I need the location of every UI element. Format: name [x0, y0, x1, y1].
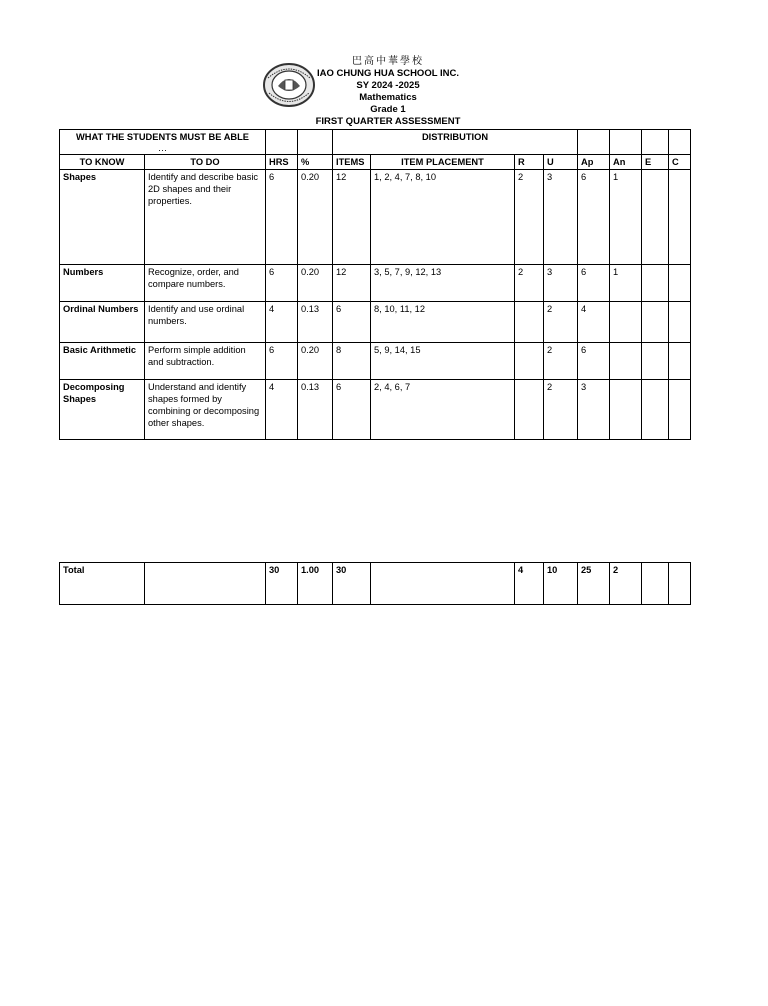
col-header-c: C — [669, 155, 691, 170]
cell-r — [515, 343, 544, 380]
cell-u: 3 — [544, 265, 578, 302]
total-label: Total — [60, 563, 145, 605]
cell-r — [515, 380, 544, 440]
cell-percent: 0.13 — [298, 380, 333, 440]
cell-items: 8 — [333, 343, 371, 380]
cell-items: 12 — [333, 170, 371, 265]
cell-percent: 0.20 — [298, 265, 333, 302]
cell-hrs: 6 — [266, 343, 298, 380]
total-an: 2 — [610, 563, 642, 605]
cell-to-do: Identify and use ordinal numbers. — [145, 302, 266, 343]
cell-c — [669, 343, 691, 380]
total-item-placement — [371, 563, 515, 605]
total-r: 4 — [515, 563, 544, 605]
cell-percent: 0.20 — [298, 170, 333, 265]
empty-cell — [642, 130, 669, 155]
cell-to-do: Perform simple addition and subtraction. — [145, 343, 266, 380]
cell-c — [669, 302, 691, 343]
group-header-distribution: DISTRIBUTION — [333, 130, 578, 155]
col-header-to-do: TO DO — [145, 155, 266, 170]
group-header-ellipsis: … — [157, 143, 168, 153]
col-header-e: E — [642, 155, 669, 170]
cell-to-know: Decomposing Shapes — [60, 380, 145, 440]
cell-e — [642, 170, 669, 265]
school-year: SY 2024 -2025 — [356, 80, 420, 91]
column-header-row — [60, 155, 691, 170]
school-chinese-name: 巴高中華學校 — [352, 56, 424, 67]
cell-item-placement: 1, 2, 4, 7, 8, 10 — [371, 170, 515, 265]
col-header-item-placement: ITEM PLACEMENT — [371, 155, 515, 170]
cell-hrs: 6 — [266, 170, 298, 265]
col-header-hrs: HRS — [266, 155, 298, 170]
school-name: IAO CHUNG HUA SCHOOL INC. — [317, 68, 459, 79]
cell-r — [515, 302, 544, 343]
cell-to-do: Understand and identify shapes formed by combining or decomposing other shapes. — [145, 380, 266, 440]
document-header — [200, 56, 576, 128]
cell-items: 12 — [333, 265, 371, 302]
total-e — [642, 563, 669, 605]
table-of-specification — [59, 129, 691, 440]
subject: Mathematics — [359, 92, 417, 103]
cell-items: 6 — [333, 380, 371, 440]
cell-an — [610, 302, 642, 343]
group-header-outcomes — [60, 130, 266, 155]
cell-ap: 6 — [578, 170, 610, 265]
cell-e — [642, 302, 669, 343]
cell-c — [669, 380, 691, 440]
table-row — [60, 265, 691, 302]
group-header-outcomes-label: WHAT THE STUDENTS MUST BE ABLE — [75, 132, 250, 142]
col-header-r: R — [515, 155, 544, 170]
empty-cell — [266, 130, 298, 155]
cell-percent: 0.13 — [298, 302, 333, 343]
table-row — [60, 343, 691, 380]
table-row — [60, 302, 691, 343]
col-header-percent: % — [298, 155, 333, 170]
cell-u: 2 — [544, 302, 578, 343]
cell-to-do: Identify and describe basic 2D shapes and their properties. — [145, 170, 266, 265]
empty-cell — [669, 130, 691, 155]
col-header-to-know: TO KNOW — [60, 155, 145, 170]
cell-an: 1 — [610, 265, 642, 302]
cell-ap: 4 — [578, 302, 610, 343]
total-u: 10 — [544, 563, 578, 605]
cell-to-know: Ordinal Numbers — [60, 302, 145, 343]
cell-item-placement: 8, 10, 11, 12 — [371, 302, 515, 343]
total-percent: 1.00 — [298, 563, 333, 605]
cell-u: 2 — [544, 343, 578, 380]
cell-to-know: Shapes — [60, 170, 145, 265]
col-header-items: ITEMS — [333, 155, 371, 170]
total-c — [669, 563, 691, 605]
col-header-ap: Ap — [578, 155, 610, 170]
cell-item-placement: 3, 5, 7, 9, 12, 13 — [371, 265, 515, 302]
total-ap: 25 — [578, 563, 610, 605]
cell-e — [642, 380, 669, 440]
empty-cell — [610, 130, 642, 155]
empty-cell — [298, 130, 333, 155]
cell-percent: 0.20 — [298, 343, 333, 380]
assessment-title: FIRST QUARTER ASSESSMENT — [315, 116, 461, 127]
total-hrs: 30 — [266, 563, 298, 605]
cell-an: 1 — [610, 170, 642, 265]
cell-u: 2 — [544, 380, 578, 440]
total-row — [60, 563, 691, 605]
cell-to-know: Numbers — [60, 265, 145, 302]
total-items: 30 — [333, 563, 371, 605]
cell-c — [669, 265, 691, 302]
cell-e — [642, 265, 669, 302]
cell-hrs: 4 — [266, 380, 298, 440]
cell-r: 2 — [515, 170, 544, 265]
cell-ap: 6 — [578, 343, 610, 380]
col-header-u: U — [544, 155, 578, 170]
cell-u: 3 — [544, 170, 578, 265]
total-table — [59, 562, 691, 605]
cell-item-placement: 5, 9, 14, 15 — [371, 343, 515, 380]
cell-hrs: 6 — [266, 265, 298, 302]
table-row — [60, 170, 691, 265]
cell-ap: 3 — [578, 380, 610, 440]
cell-item-placement: 2, 4, 6, 7 — [371, 380, 515, 440]
cell-ap: 6 — [578, 265, 610, 302]
cell-to-do: Recognize, order, and compare numbers. — [145, 265, 266, 302]
table-row — [60, 380, 691, 440]
cell-an — [610, 343, 642, 380]
total-to-do — [145, 563, 266, 605]
cell-items: 6 — [333, 302, 371, 343]
cell-to-know: Basic Arithmetic — [60, 343, 145, 380]
grade-level: Grade 1 — [370, 104, 406, 115]
cell-hrs: 4 — [266, 302, 298, 343]
cell-e — [642, 343, 669, 380]
cell-an — [610, 380, 642, 440]
col-header-an: An — [610, 155, 642, 170]
cell-r: 2 — [515, 265, 544, 302]
group-header-row — [60, 130, 691, 155]
empty-cell — [578, 130, 610, 155]
cell-c — [669, 170, 691, 265]
